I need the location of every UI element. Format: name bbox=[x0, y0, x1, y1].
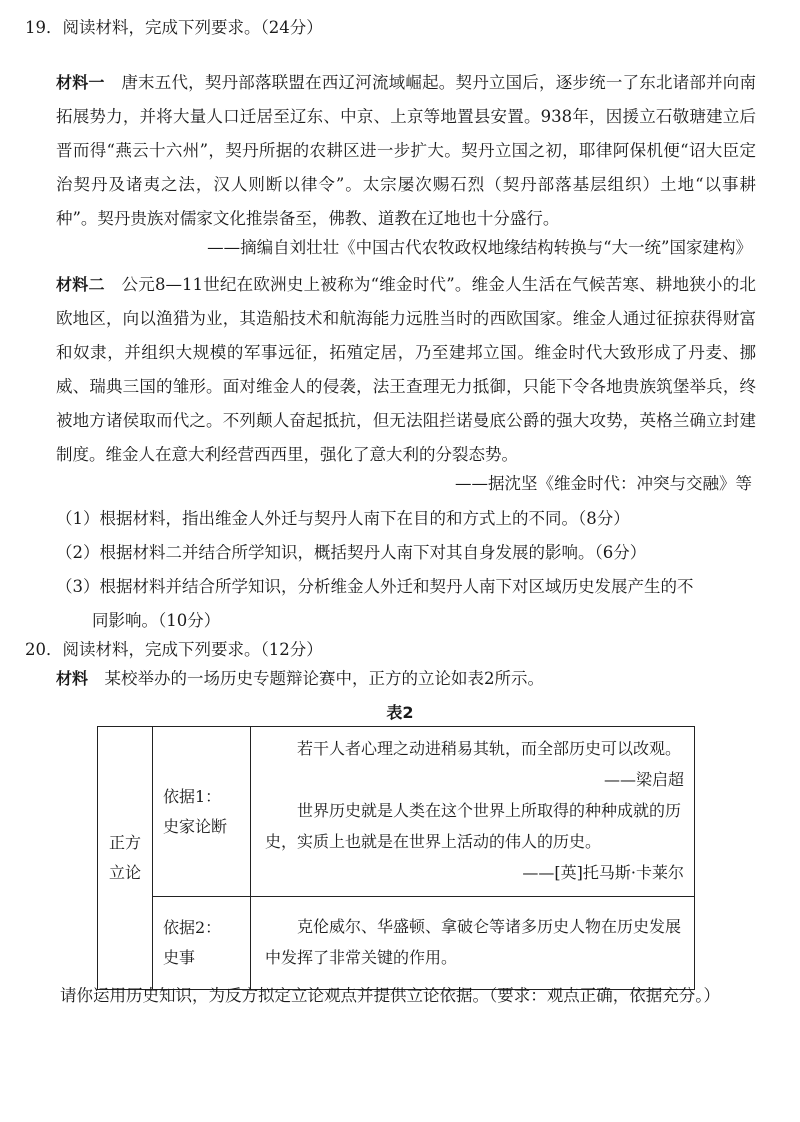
question-19-title: 19．阅读材料，完成下列要求。（24分） bbox=[25, 18, 323, 37]
sub-question-3 bbox=[56, 570, 766, 638]
question-20-title: 20．阅读材料，完成下列要求。（12分） bbox=[25, 640, 323, 659]
basis-1-line1: 依据1： bbox=[163, 786, 222, 806]
basis-2-line2: 史事 bbox=[163, 948, 196, 967]
basis-1-line2: 史家论断 bbox=[163, 816, 228, 836]
side-label-line1: 正方 bbox=[108, 833, 141, 852]
sub-question-3-line1: （3）根据材料并结合所学知识，分析维金人外迁和契丹人南下对区域历史发展产生的不 bbox=[56, 577, 694, 596]
table-caption: 表2 bbox=[386, 703, 414, 722]
quote-liang-author: ——梁启超 bbox=[603, 770, 684, 789]
material-2-source: ——据沈坚《维金时代：冲突与交融》等 bbox=[455, 474, 752, 493]
material-2 bbox=[56, 268, 756, 472]
sub-question-3-line2: 同影响。（10分） bbox=[92, 611, 221, 630]
basis-1-cell bbox=[153, 727, 251, 897]
basis-1-content bbox=[251, 727, 695, 897]
material-1 bbox=[56, 66, 756, 236]
side-label-line2: 立论 bbox=[108, 863, 141, 882]
historical-events: 克伦威尔、华盛顿、拿破仑等诸多历史人物在历史发展中发挥了非常关键的作用。 bbox=[265, 917, 682, 967]
material-20-label: 材料 bbox=[56, 669, 89, 688]
table-row bbox=[98, 727, 695, 897]
debate-table bbox=[97, 726, 695, 990]
quote-carlyle: 世界历史就是人类在这个世界上所取得的种种成就的历史，实质上也就是在世界上活动的伟人的历史。 bbox=[265, 801, 682, 851]
side-label-cell bbox=[98, 727, 153, 990]
basis-2-cell bbox=[153, 897, 251, 990]
basis-2-content bbox=[251, 897, 695, 990]
final-instruction: 请你运用历史知识，为反方拟定立论观点并提供立论依据。（要求：观点正确，依据充分。） bbox=[60, 986, 720, 1005]
table-row bbox=[98, 897, 695, 990]
material-2-label: 材料二 bbox=[56, 275, 105, 294]
quote-carlyle-author: ——[英]托马斯·卡莱尔 bbox=[522, 863, 684, 882]
sub-question-2: （2）根据材料二并结合所学知识，概括契丹人南下对其自身发展的影响。（6分） bbox=[56, 543, 647, 562]
material-2-text: 公元8—11世纪在欧洲史上被称为“维金时代”。维金人生活在气候苦寒、耕地狭小的北欧地区，向以渔猎为业，其造船技术和航海能力远胜当时的西欧国家。维金人通过征掠获得财富和奴隶，并组织大规模的军事远征，拓殖定居，乃至建邦立国。维金时代大致形成了丹麦、挪威、瑞典三国的雏形。面对维金人的侵袭，法王查理无力抵御，只能下令各地贵族筑堡举兵，终被地方诸侯取而代之。不列颠人奋起抵抗，但无法阻拦诺曼底公爵的强大攻势，英格兰确立封建制度。维金人在意大利经营西西里，强化了意大利的分裂态势。 bbox=[56, 275, 756, 464]
basis-2-line1: 依据2： bbox=[163, 918, 222, 937]
quote-liang: 若干人者心理之动进稍易其轨，而全部历史可以改观。 bbox=[297, 739, 682, 758]
material-1-text: 唐末五代，契丹部落联盟在西辽河流域崛起。契丹立国后，逐步统一了东北诸部并向南拓展势力，并将大量人口迁居至辽东、中京、上京等地置县安置。938年，因援立石敬瑭建立后晋而得“燕云十六州”，契丹所据的农耕区进一步扩大。契丹立国之初，耶律阿保机便“诏大臣定治契丹及诸夷之法，汉人则断以律令”。太宗屡次赐石烈（契丹部落基层组织）土地“以事耕种”。契丹贵族对儒家文化推崇备至，佛教、道教在辽地也十分盛行。 bbox=[56, 73, 757, 228]
material-20 bbox=[56, 662, 756, 696]
material-20-text: 某校举办的一场历史专题辩论赛中，正方的立论如表2所示。 bbox=[104, 669, 545, 688]
material-1-label: 材料一 bbox=[56, 73, 105, 92]
material-1-source: ——摘编自刘壮壮《中国古代农牧政权地缘结构转换与“大一统”国家建构》 bbox=[207, 238, 752, 257]
sub-question-1: （1）根据材料，指出维金人外迁与契丹人南下在目的和方式上的不同。（8分） bbox=[56, 509, 630, 528]
